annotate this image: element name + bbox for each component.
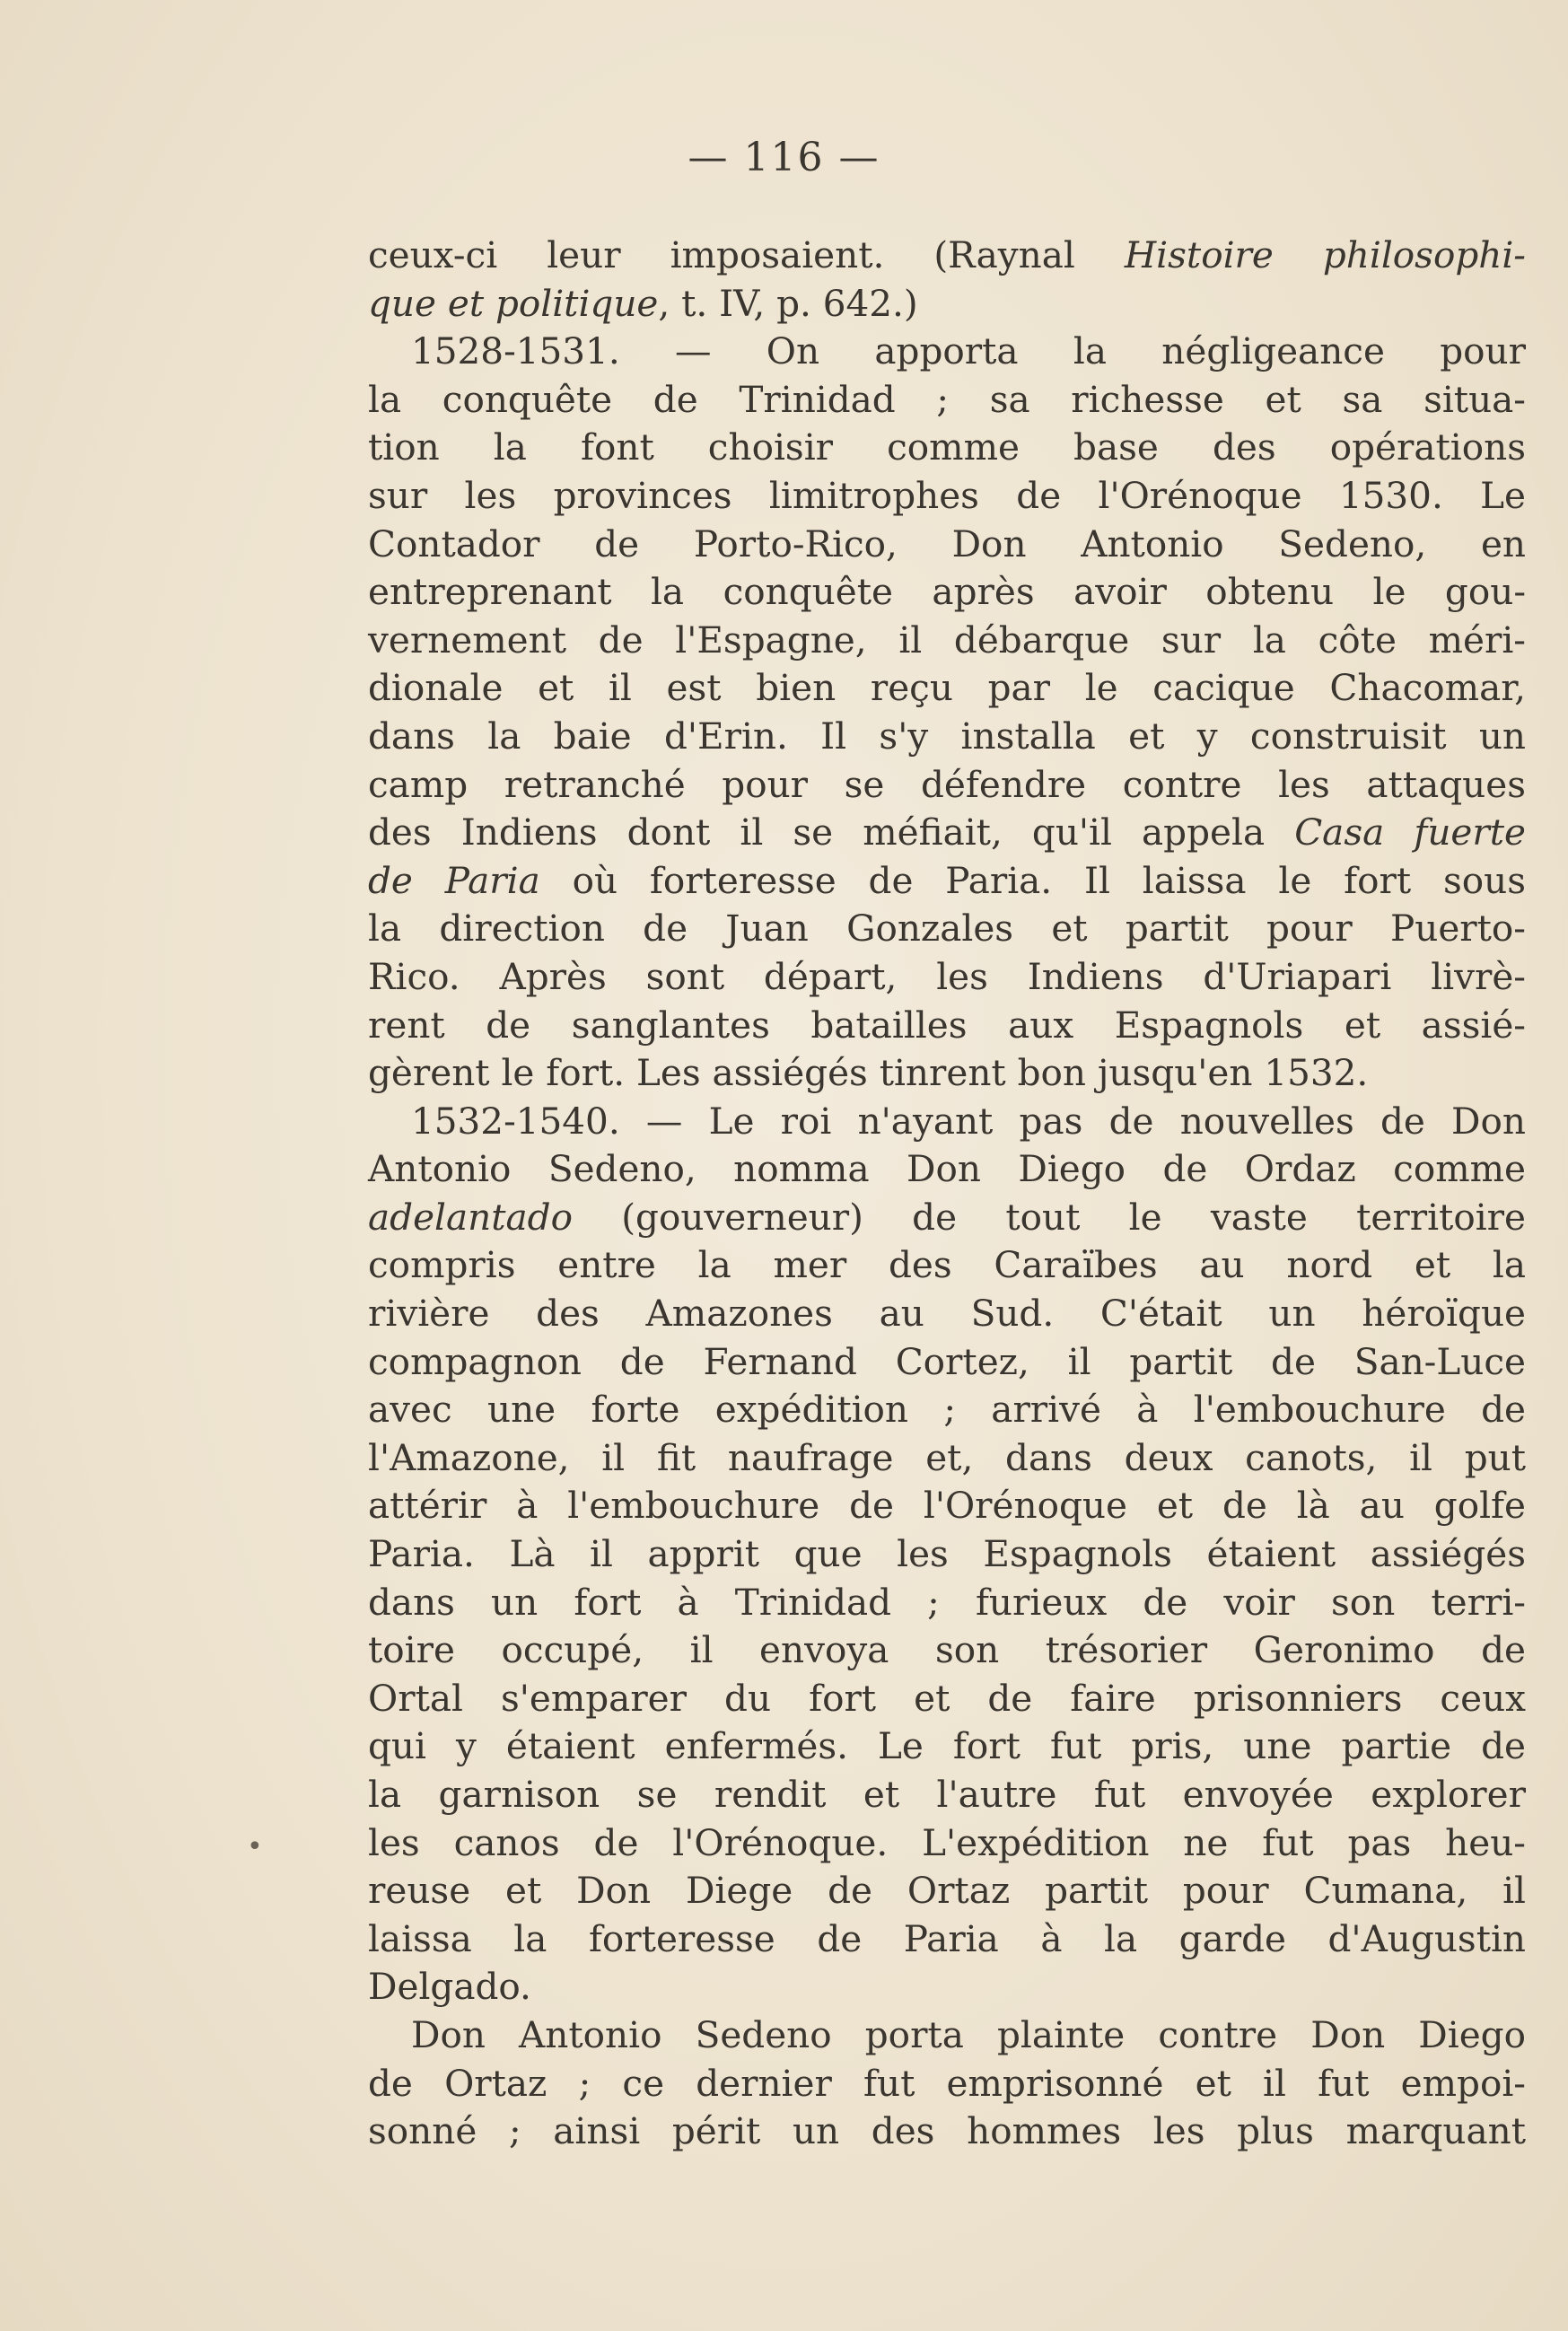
text-line: camp retranché pour se défendre contre les attaques (368, 762, 1526, 806)
text-line: Contador de Porto-Rico, Don Antonio Sedeno, en (368, 521, 1526, 565)
page-number: — 116 — (688, 135, 880, 180)
text-line: reuse et Don Diege de Ortaz partit pour Cumana, il (368, 1869, 1526, 1913)
text-line: toire occupé, il envoya son trésorier Geronimo de (368, 1628, 1526, 1672)
text-line: dans un fort à Trinidad ; furieux de voir son terri- (368, 1580, 1526, 1624)
text-line: compagnon de Fernand Cortez, il partit de San-Luce (368, 1339, 1526, 1383)
text-line: attérir à l'embouchure de l'Orénoque et de là au golfe (368, 1484, 1526, 1528)
text-line: la conquête de Trinidad ; sa richesse et sa situa- (368, 377, 1526, 421)
text-line: Rico. Après sont départ, les Indiens d'Uriapari livrè- (368, 954, 1526, 998)
text-line: Ortal s'emparer du fort et de faire prisonniers ceux (368, 1676, 1526, 1720)
text-line: avec une forte expédition ; arrivé à l'embouchure de (368, 1388, 1526, 1432)
text-line: ceux-ci leur imposaient. (Raynal Histoire philosophi- (368, 233, 1526, 276)
text-line: de Ortaz ; ce dernier fut emprisonné et il fut empoi- (368, 2061, 1526, 2105)
text-line: de Paria où forteresse de Paria. Il laissa le fort sous (368, 858, 1526, 902)
margin-bullet: • (247, 1831, 263, 1862)
text-line: laissa la forteresse de Paria à la garde d'Augustin (368, 1916, 1526, 1960)
text-line: qui y étaient enfermés. Le fort fut pris, une partie de (368, 1724, 1526, 1768)
text-line: vernement de l'Espagne, il débarque sur la côte méri- (368, 618, 1526, 662)
text-line: Don Antonio Sedeno porta plainte contre Don Diego (411, 2012, 1526, 2056)
text-line: 1528-1531. — On apporta la négligeance pour (411, 329, 1526, 373)
text-line: les canos de l'Orénoque. L'expédition ne fut pas heu- (368, 1820, 1526, 1864)
text-line: gèrent le fort. Les assiégés tinrent bon jusqu'en 1532. (368, 1051, 1369, 1095)
text-line: dans la baie d'Erin. Il s'y installa et y construisit un (368, 714, 1526, 758)
text-line: Delgado. (368, 1965, 531, 2009)
text-line: des Indiens dont il se méfiait, qu'il appela Casa fuerte (368, 811, 1526, 854)
body-text (368, 232, 1526, 2156)
text-line: tion la font choisir comme base des opérations (368, 425, 1526, 469)
text-line: dionale et il est bien reçu par le cacique Chacomar, (368, 666, 1526, 710)
text-line: sur les provinces limitrophes de l'Orénoque 1530. Le (368, 473, 1526, 517)
text-line: Antonio Sedeno, nomma Don Diego de Ordaz comme (368, 1147, 1526, 1191)
text-line: la direction de Juan Gonzales et partit pour Puerto- (368, 907, 1526, 951)
text-line: 1532-1540. — Le roi n'ayant pas de nouvelles de Don (411, 1099, 1526, 1143)
text-line: que et politique, t. IV, p. 642.) (368, 281, 918, 325)
text-line: compris entre la mer des Caraïbes au nord et la (368, 1243, 1526, 1287)
text-line: sonné ; ainsi périt un des hommes les plus marquant (368, 2109, 1526, 2153)
text-line: entreprenant la conquête après avoir obtenu le gou- (368, 570, 1526, 614)
text-line: Paria. Là il apprit que les Espagnols étaient assiégés (368, 1532, 1526, 1576)
text-line: la garnison se rendit et l'autre fut envoyée explorer (368, 1773, 1526, 1816)
text-line: rent de sanglantes batailles aux Espagnols et assié- (368, 1003, 1526, 1047)
text-line: rivière des Amazones au Sud. C'était un héroïque (368, 1292, 1526, 1336)
text-line: adelantado (gouverneur) de tout le vaste territoire (368, 1195, 1526, 1239)
text-line: l'Amazone, il fit naufrage et, dans deux canots, il put (368, 1435, 1526, 1479)
